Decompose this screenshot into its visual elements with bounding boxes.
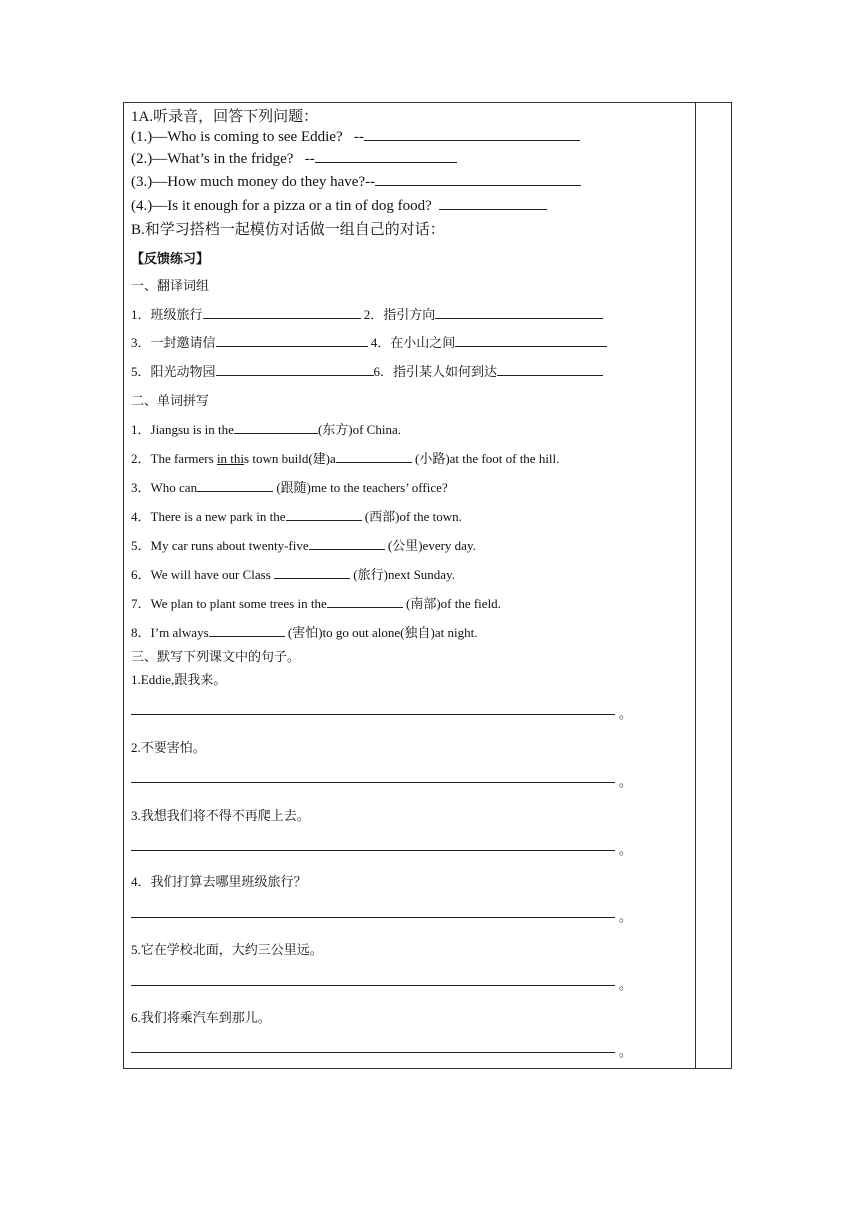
listening-question-3: (3.)—How much money do they have?-- xyxy=(131,174,581,191)
answer-blank[interactable] xyxy=(234,432,318,434)
answer-blank[interactable] xyxy=(209,635,285,637)
answer-line[interactable] xyxy=(131,985,615,986)
sentence-6: 6.我们将乘汽车到那儿。 xyxy=(131,1010,271,1025)
answer-blank[interactable] xyxy=(375,184,581,186)
part2-title: 二、单词拼写 xyxy=(131,393,210,408)
spelling-item-4: 4．There is a new park in the (西部)of the town. xyxy=(131,509,462,524)
answer-blank[interactable] xyxy=(327,606,403,608)
answer-blank[interactable] xyxy=(203,317,361,319)
answer-blank[interactable] xyxy=(286,519,362,521)
answer-blank[interactable] xyxy=(455,345,607,347)
worksheet-table xyxy=(123,102,732,1069)
end-mark: 。 xyxy=(619,774,633,789)
answer-line[interactable] xyxy=(131,782,615,783)
end-mark: 。 xyxy=(619,909,633,924)
phrase-row-3: 5．阳光动物园 6．指引某人如何到达 xyxy=(131,361,603,380)
answer-blank[interactable] xyxy=(435,317,603,319)
part3-title: 三、默写下列课文中的句子。 xyxy=(131,649,301,664)
sentence-3: 3.我想我们将不得不再爬上去。 xyxy=(131,808,310,823)
sentence-5: 5.它在学校北面，大约三公里远。 xyxy=(131,942,323,957)
end-mark: 。 xyxy=(619,706,633,721)
answer-blank[interactable] xyxy=(309,548,385,550)
section-a-title: 1A.听录音，回答下列问题： xyxy=(131,109,319,125)
spelling-item-2: 2．The farmers in this town build(建)a (小路)at the foot of the hill. xyxy=(131,451,560,466)
answer-blank[interactable] xyxy=(364,139,580,141)
feedback-heading: 【反馈练习】 xyxy=(131,252,210,267)
answer-line[interactable] xyxy=(131,1052,615,1053)
answer-blank[interactable] xyxy=(197,490,273,492)
sentence-2: 2.不要害怕。 xyxy=(131,740,206,755)
answer-blank[interactable] xyxy=(216,345,368,347)
spelling-item-6: 6．We will have our Class (旅行)next Sunday. xyxy=(131,567,455,582)
answer-blank[interactable] xyxy=(274,577,350,579)
answer-line[interactable] xyxy=(131,714,615,715)
spelling-item-1: 1．Jiangsu is in the (东方)of China. xyxy=(131,422,401,437)
answer-blank[interactable] xyxy=(497,374,603,376)
end-mark: 。 xyxy=(619,977,633,992)
sentence-4: 4．我们打算去哪里班级旅行？ xyxy=(131,874,307,889)
notes-column-divider xyxy=(695,102,696,1069)
answer-line[interactable] xyxy=(131,917,615,918)
phrase-row-2: 3．一封邀请信 4．在小山之间 xyxy=(131,332,607,351)
end-mark: 。 xyxy=(619,1044,633,1059)
answer-blank[interactable] xyxy=(336,461,412,463)
listening-question-2: (2.)—What’s in the fridge? -- xyxy=(131,151,457,168)
sentence-1: 1.Eddie,跟我来。 xyxy=(131,672,227,687)
part1-title: 一、翻译词组 xyxy=(131,278,210,293)
answer-blank[interactable] xyxy=(315,161,457,163)
spelling-item-5: 5．My car runs about twenty-five (公里)every day. xyxy=(131,538,476,553)
listening-question-4: (4.)—Is it enough for a pizza or a tin of dog food? xyxy=(131,198,547,215)
end-mark: 。 xyxy=(619,842,633,857)
spelling-item-3: 3．Who can (跟随)me to the teachers’ office? xyxy=(131,480,448,495)
spelling-item-8: 8．I’m always (害怕)to go out alone(独自)at night. xyxy=(131,625,478,640)
phrase-row-1: 1．班级旅行 2．指引方向 xyxy=(131,304,603,323)
spelling-item-7: 7．We plan to plant some trees in the (南部)of the field. xyxy=(131,596,501,611)
answer-blank[interactable] xyxy=(439,208,547,210)
listening-question-1: (1.)—Who is coming to see Eddie? -- xyxy=(131,129,580,146)
answer-blank[interactable] xyxy=(216,374,374,376)
section-b-instruction: B.和学习搭档一起模仿对话做一组自己的对话： xyxy=(131,222,445,238)
answer-line[interactable] xyxy=(131,850,615,851)
